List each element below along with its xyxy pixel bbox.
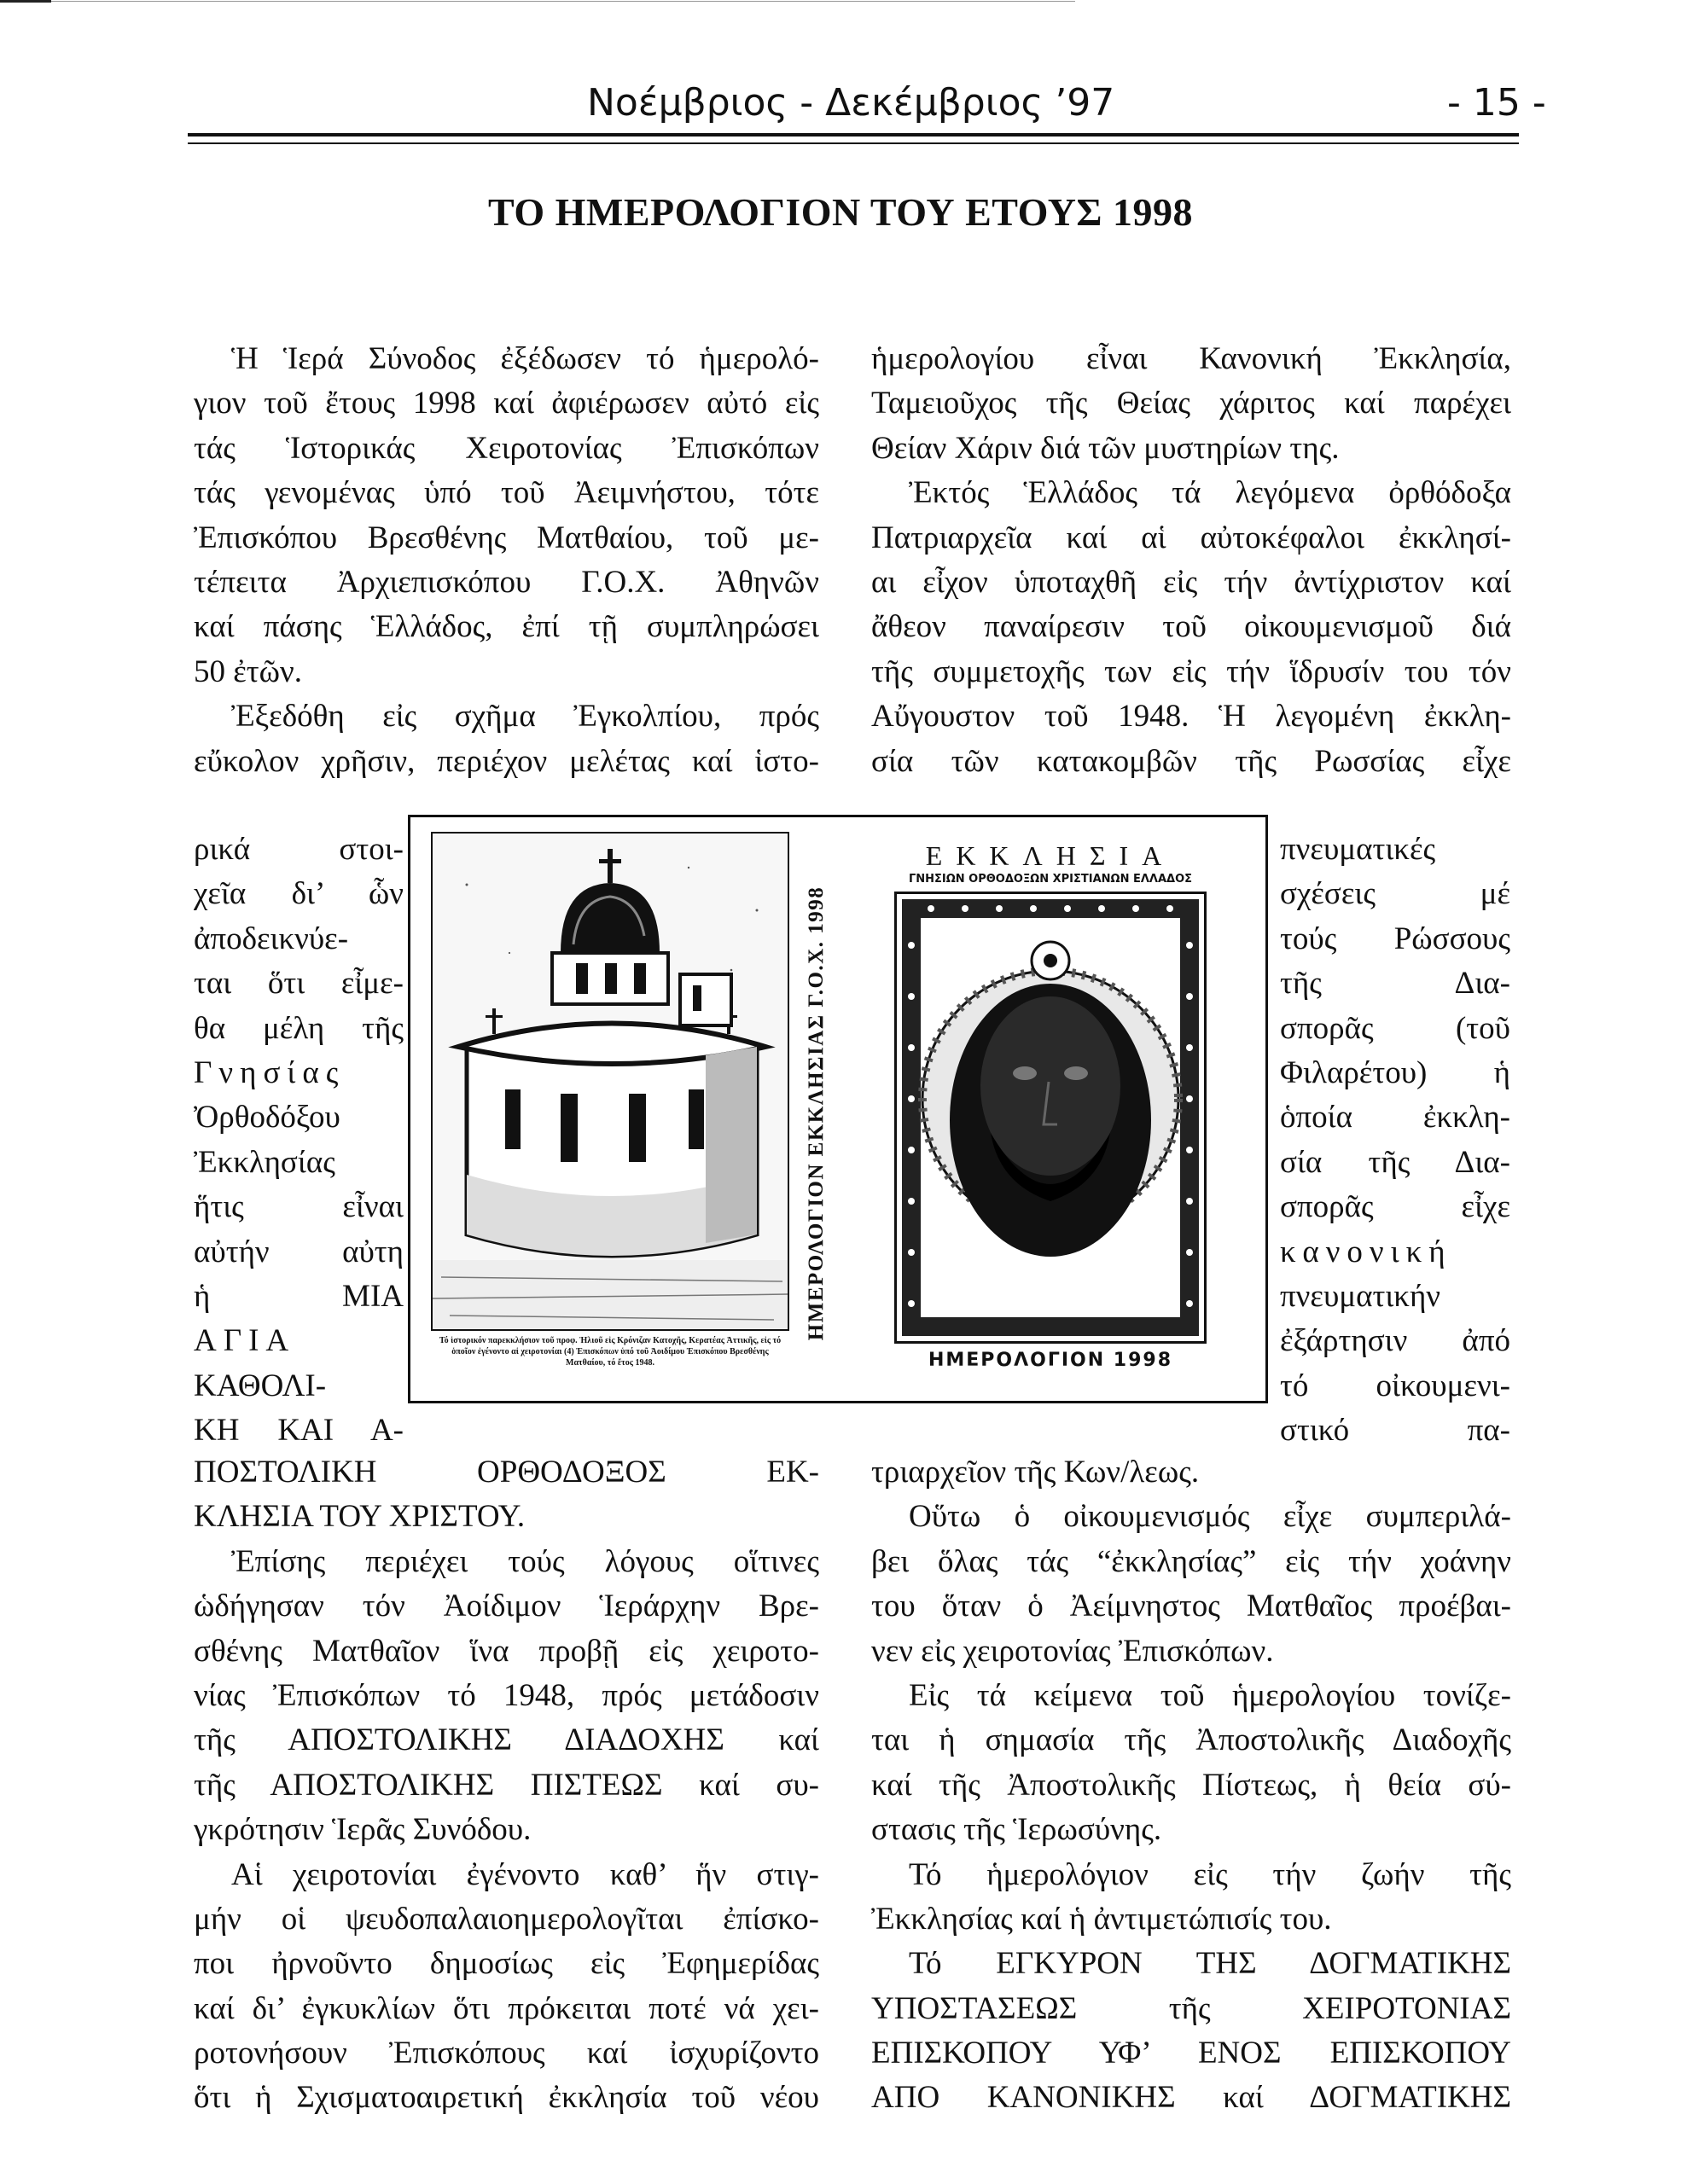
text-line: ὡδήγησαν τόν Ἀοίδιμον Ἱεράρχην Βρε- [194,1589,819,1624]
text-line: τέπειτα Ἀρχιεπισκόπου Γ.Ο.Χ. Ἀθηνῶν [194,564,819,600]
text-line: νίας Ἐπισκόπων τό 1948, πρός μετάδοσιν [194,1677,819,1713]
left-column-top [194,337,819,784]
right-column-bottom [871,1450,1511,2121]
text-line: ΚΛΗΣΙΑ ΤΟΥ ΧΡΙΣΤΟΥ. [194,1499,526,1535]
text-line: τό οἰκουμενι- [1280,1368,1510,1403]
text-line: ἡ ΜΙΑ [194,1278,404,1314]
text-line: ὁποία ἐκκλη- [1280,1100,1510,1136]
text-line: ΚΑΘΟΛΙ- [194,1368,327,1403]
page-number: - 15 - [1447,81,1546,125]
text-line: ΑΠΟ ΚΑΝΟΝΙΚΗΣ καί ΔΟΓΜΑΤΙΚΗΣ [871,2080,1511,2116]
text-line: Ἐκτός Ἑλλάδος τά λεγόμενα ὀρθόδοξα [909,475,1511,511]
text-line: γιον τοῦ ἔτους 1998 καί ἀφιέρωσεν αὐτό εἰς [194,386,819,421]
text-line: Αὔγουστον τοῦ 1948. Ἡ λεγομένη ἐκκλη- [871,699,1511,735]
text-line: του ὅταν ὁ Ἀείμνηστος Ματθαῖος προέβαι- [871,1589,1511,1624]
text-line: ποι ἠρνοῦντο δημοσίως εἰς Ἐφημερίδας [194,1946,819,1982]
text-line: Εἰς τά κείμενα τοῦ ἡμερολογίου τονίζε- [909,1677,1511,1713]
text-line: Οὕτω ὁ οἰκουμενισμός εἶχε συμπεριλά- [909,1499,1511,1535]
text-line: τούς Ρώσσους [1280,921,1510,956]
text-line: Πατριαρχεῖα καί αἱ αὐτοκέφαλοι ἐκκλησί- [871,520,1511,555]
text-line: κανονική [1280,1234,1452,1269]
text-line: ἀποδεικνύε- [194,921,349,956]
text-line: ὅτι ἡ Σχισματοαιρετική ἐκκλησία τοῦ νέου [194,2080,819,2116]
mandylion-illustration [897,894,1204,1341]
text-line: Γνησίας [194,1054,346,1090]
text-line: αι εἶχον ὑποταχθῆ εἰς τήν ἀντίχριστον καί [871,564,1511,600]
text-line: Τό ΕΓΚΥΡΟΝ ΤΗΣ ΔΟΓΜΑΤΙΚΗΣ [909,1946,1511,1982]
text-line: ρικά στοι- [194,832,404,867]
text-line: τῆς συμμετοχῆς των εἰς τήν ἵδρυσίν του τόν [871,653,1511,689]
text-line: αὐτήν αὐτη [194,1234,404,1269]
calendar-label: ΗΜΕΡΟΛΟΓΙΟΝ 1998 [928,1350,1173,1371]
text-line: ΑΓΙΑ [194,1323,296,1359]
text-line: ΚΗ ΚΑΙ Α- [194,1413,404,1449]
text-line: ἄθεον παναίρεσιν τοῦ οἰκουμενισμοῦ διά [871,609,1511,645]
article-title: ΤΟ ΗΜΕΡΟΛΟΓΙΟΝ ΤΟΥ ΕΤΟΥΣ 1998 [487,190,1193,234]
text-line: σπορᾶς εἶχε [1280,1189,1510,1225]
text-line: 50 ἐτῶν. [194,653,302,689]
text-line: Ἐπισκόπου Βρεσθένης Ματθαίου, τοῦ με- [194,520,819,555]
text-line: νεν εἰς χειροτονίας Ἐπισκόπων. [871,1633,1274,1669]
text-line: ἡμερολογίου εἶναι Κανονική Ἐκκλησία, [871,341,1511,376]
text-line: τριαρχεῖον τῆς Κων/λεως. [871,1455,1200,1490]
text-line: βει ὅλας τάς “ἐκκλησίας” εἰς τήν χοάνην [871,1543,1511,1579]
text-line: καί τῆς Ἀποστολικῆς Πίστεως, ἡ θεία σύ- [871,1767,1511,1803]
text-line: Ἐκκλησίας καί ἡ ἀντιμετώπισίς του. [871,1901,1332,1937]
text-line: εὔκολον χρῆσιν, περιέχον μελέτας καί ἱστο- [194,743,819,779]
scan-edge-line-faint [51,1,1075,2]
text-line: στασις τῆς Ἱερωσύνης. [871,1812,1162,1848]
text-line: καί πάσης Ἑλλάδος, ἐπί τῇ συμπληρώσει [194,609,819,645]
text-line: ΠΟΣΤΟΛΙΚΗ ΟΡΘΟΔΟΞΟΣ ΕΚ- [194,1455,819,1490]
text-line: τῆς ΑΠΟΣΤΟΛΙΚΗΣ ΠΙΣΤΕΩΣ καί συ- [194,1767,819,1803]
text-line: θα μέλη τῆς [194,1010,404,1046]
text-line: Θείαν Χάριν διά τῶν μυστηρίων της. [871,430,1340,466]
text-line: ἥτις εἶναι [194,1189,404,1225]
text-line: ΕΠΙΣΚΟΠΟΥ ΥΦ’ ΕΝΟΣ ΕΠΙΣΚΟΠΟΥ [871,2036,1511,2071]
text-line: σία τῶν κατακομβῶν τῆς Ρωσσίας εἶχε [871,743,1511,779]
text-line: ΥΠΟΣΤΑΣΕΩΣ τῆς ΧΕΙΡΟΤΟΝΙΑΣ [871,1990,1511,2026]
text-line: πνευματικήν [1280,1278,1441,1314]
text-line: στικό πα- [1280,1413,1510,1449]
text-line: σχέσεις μέ [1280,876,1510,912]
text-line: ροτονήσουν Ἐπισκόπους καί ἰσχυρίζοντο [194,2036,819,2071]
right-column-top [871,337,1511,784]
text-line: σπορᾶς (τοῦ [1280,1010,1510,1046]
text-line: πνευματικές [1280,832,1436,867]
text-line: Ἐξεδόθη εἰς σχῆμα Ἐγκολπίου, πρός [231,699,819,735]
christ-icon-image [894,892,1207,1344]
text-line: Ἡ Ἱερά Σύνοδος ἐξέδωσεν τό ἡμερολό- [231,341,819,376]
text-line: Ἐπίσης περιέχει τούς λόγους οἵτινες [231,1543,819,1579]
text-line: γκρότησιν Ἱερᾶς Συνόδου. [194,1812,532,1848]
text-line: ται ἡ σημασία τῆς Ἀποστολικῆς Διαδοχῆς [871,1722,1511,1758]
text-line: Αἱ χειροτονίαι ἐγένοντο καθ’ ἥν στιγ- [231,1856,819,1892]
church-subheading: ΓΝΗΣΙΩΝ ΟΡΘΟΔΟΞΩΝ ΧΡΙΣΤΙΑΝΩΝ ΕΛΛΑΔΟΣ [908,873,1193,886]
left-column-wrap [194,828,404,1453]
running-header-title: Νοέμβριος - Δεκέμβριος ’97 [587,81,1115,125]
text-line: καί δι’ ἐγκυκλίων ὅτι πρόκειται ποτέ νά χει- [194,1990,819,2026]
vertical-title: ΗΜΕΡΟΛΟΓΙΟΝ ΕΚΚΛΗΣΙΑΣ Γ.Ο.Χ. 1998 [805,886,828,1341]
right-column-wrap [1280,828,1510,1453]
text-line: Ταμειοῦχος τῆς Θείας χάριτος καί παρέχει [871,386,1511,421]
text-line: σία τῆς Δια- [1280,1144,1510,1180]
calendar-spine-text [795,840,838,1386]
church-heading: ΕΚΚΛΗΣΙΑ [925,840,1176,871]
text-line: τῆς Δια- [1280,966,1510,1002]
scan-edge-line [0,0,51,3]
text-line: τάς γενομένας ὑπό τοῦ Ἀειμνήστου, τότε [194,475,819,511]
text-line: σθένης Ματθαῖον ἵνα προβῇ εἰς χειροτο- [194,1633,819,1669]
text-line: χεῖα δι’ ὧν [194,876,404,912]
text-line: Ὀρθοδόξου [194,1100,340,1136]
text-line: Φιλαρέτου) ἡ [1280,1054,1510,1090]
text-line: ται ὅτι εἶμε- [194,966,404,1002]
text-line: Τό ἡμερολόγιον εἰς τήν ζωήν τῆς [909,1856,1511,1892]
text-line: τάς Ἱστορικάς Χειροτονίας Ἐπισκόπων [194,430,819,466]
chapel-photo [431,832,789,1331]
text-line: μήν οἱ ψευδοπαλαιοημερολογῖται ἐπίσκο- [194,1901,819,1937]
header-rule-thick [188,133,1519,136]
left-column-bottom [194,1450,819,2121]
chapel-illustration [433,834,789,1331]
photo-caption: Τό ἱστορικόν παρεκκλήσιον τοῦ προφ. Ἡλιοῦ εἰς Κρόνιζαν Κατοχῆς, Κερατέας Ἀττικῆς, εἰς τό ὁποῖον ἐγένοντο αἱ χειροτονίαι (4) Ἐπισκόπων ὑπό τοῦ Ἀοιδίμου Ἐπισκόπου Βρεσθένης Ματθαίου, τό ἔτος 1948. [439,1336,782,1368]
text-line: τῆς ΑΠΟΣΤΟΛΙΚΗΣ ΔΙΑΔΟΧΗΣ καί [194,1722,819,1758]
text-line: Ἐκκλησίας [194,1144,335,1180]
header-rule-thin [188,142,1519,144]
text-line: ἐξάρτησιν ἀπό [1280,1323,1510,1359]
